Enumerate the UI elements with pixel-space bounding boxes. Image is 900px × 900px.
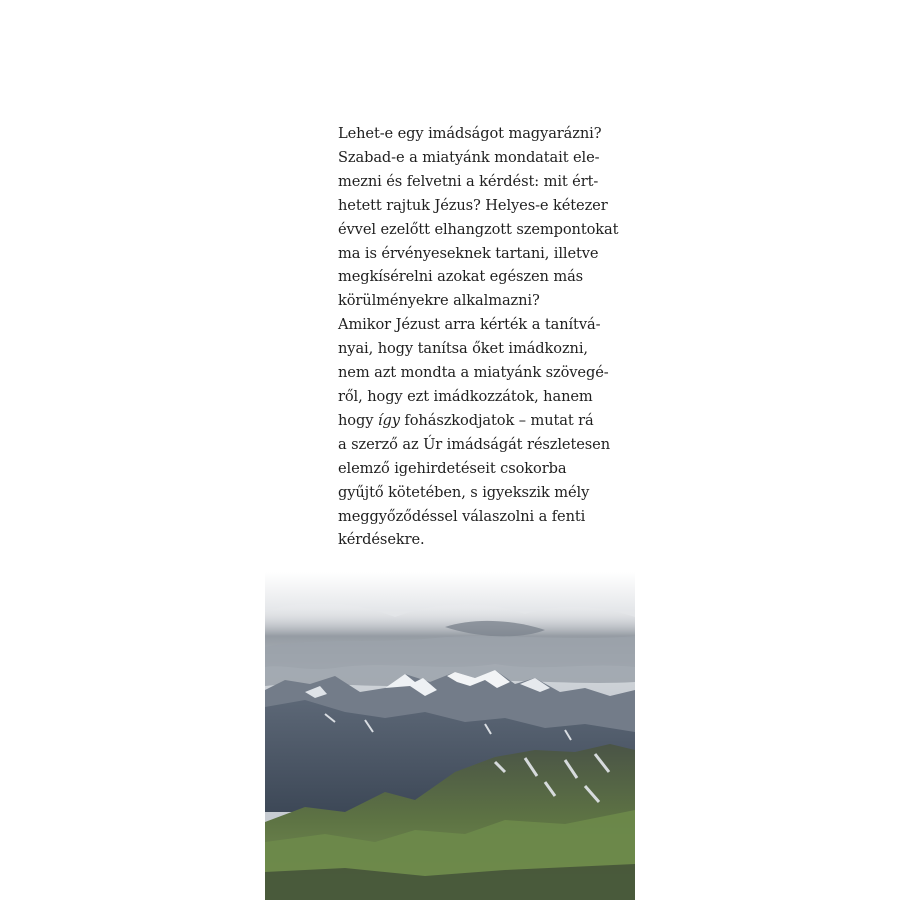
blurb-line: mezni és felvetni a kérdést: mit ért- xyxy=(338,172,599,190)
blurb-line: elemző igehirdetéseit csokorba xyxy=(338,459,567,477)
blurb-line: gyűjtő kötetében, s igyekszik mély xyxy=(338,483,590,501)
blurb-line: Lehet-e egy imádságot magyarázni? xyxy=(338,125,602,142)
blurb-line: Amikor Jézust arra kérték a tanítvá- xyxy=(338,316,601,334)
clouds xyxy=(265,603,635,686)
blurb-line-with-italic xyxy=(338,409,598,433)
mountain-photo xyxy=(265,572,635,900)
blurb-text: fohászkodjatok – mutat rá xyxy=(399,411,594,429)
blurb-line: ről, hogy ezt imádkozzátok, hanem xyxy=(338,387,593,405)
blurb-line: megkísérelni azokat egészen más xyxy=(338,268,584,286)
blurb-line: nem azt mondta a miatyánk szövegé- xyxy=(338,364,609,382)
blurb-line: évvel ezelőtt elhangzott szempontokat xyxy=(338,220,619,238)
blurb-line: kérdésekre. xyxy=(338,531,425,549)
blurb-line: nyai, hogy tanítsa őket imádkozni, xyxy=(338,340,588,358)
blurb-line: Szabad-e a miatyánk mondatait ele- xyxy=(338,148,600,166)
blurb-italic-word: így xyxy=(377,411,400,429)
blurb-line: a szerző az Úr imádságát részletesen xyxy=(338,435,610,453)
blurb-text: hogy xyxy=(338,411,378,429)
blurb-line: körülményekre alkalmazni? xyxy=(338,292,540,310)
back-cover-blurb xyxy=(338,122,619,552)
blurb-line: meggyőződéssel válaszolni a fenti xyxy=(338,507,586,525)
blurb-line: ma is érvényeseknek tartani, illetve xyxy=(338,244,599,262)
blurb-line: hetett rajtuk Jézus? Helyes-e kétezer xyxy=(338,196,608,214)
